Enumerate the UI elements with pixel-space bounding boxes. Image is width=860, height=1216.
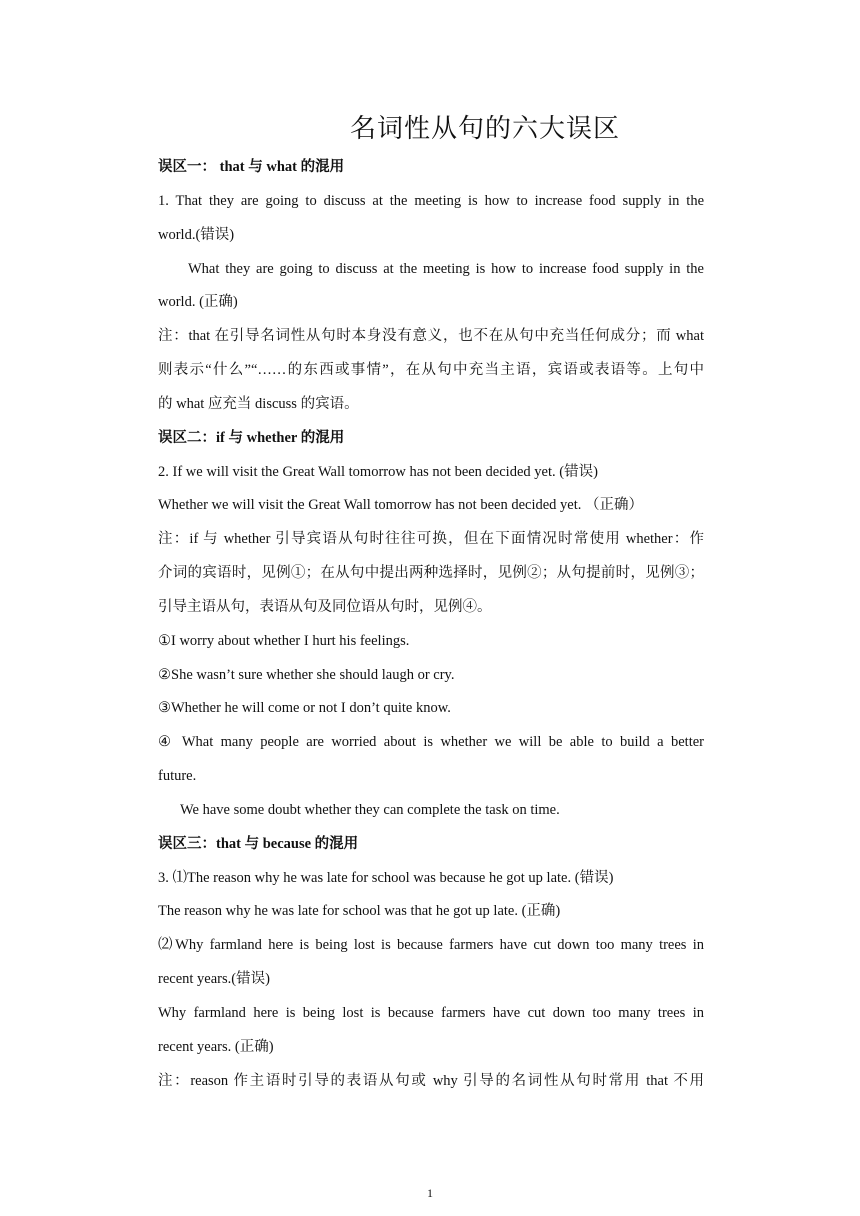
- section-heading-3: 误区三：that 与 because 的混用: [158, 836, 359, 852]
- example-line: future.: [158, 768, 197, 784]
- text-line: The reason why he was late for school was that he got up late. (正确): [158, 903, 561, 919]
- text-line: world. (正确): [158, 294, 238, 310]
- example-line: ④ What many people are worried about is whether we will be able to build a better: [158, 734, 704, 750]
- note-line: 的 what 应充当 discuss 的宾语。: [158, 396, 359, 412]
- section-heading-1: 误区一： that 与 what 的混用: [158, 159, 345, 175]
- text-line: Why farmland here is being lost is because farmers have cut down too many trees in: [158, 1005, 704, 1021]
- page-number: 1: [427, 1186, 433, 1200]
- note-line: 介词的宾语时，见例①；在从句中提出两种选择时，见例②；从句提前时，见例③；: [158, 565, 704, 581]
- text-line: recent years.(错误): [158, 971, 270, 987]
- text-line: Whether we will visit the Great Wall tomorrow has not been decided yet. （正确）: [158, 497, 643, 513]
- example-line: ③Whether he will come or not I don’t quite know.: [158, 700, 451, 716]
- note-line: 注：if 与 whether 引导宾语从句时往往可换，但在下面情况时常使用 whether：作: [158, 531, 704, 547]
- text-line: world.(错误): [158, 227, 235, 243]
- note-line: 则表示“什么”“……的东西或事情”，在从句中充当主语，宾语或表语等。上句中: [158, 362, 704, 378]
- note-line: 引导主语从句，表语从句及同位语从句时，见例④。: [158, 599, 492, 615]
- text-line: 2. If we will visit the Great Wall tomorrow has not been decided yet. (错误): [158, 464, 598, 480]
- example-line: ②She wasn’t sure whether she should laugh or cry.: [158, 667, 455, 683]
- page-title: 名词性从句的六大误区: [349, 114, 620, 143]
- section-heading-2: 误区二：if 与 whether 的混用: [158, 430, 345, 446]
- text-line: ⑵Why farmland here is being lost is because farmers have cut down too many trees in: [158, 937, 704, 953]
- example-line: We have some doubt whether they can complete the task on time.: [180, 802, 560, 818]
- note-line: 注：reason 作主语时引导的表语从句或 why 引导的名词性从句时常用 that 不用: [158, 1073, 704, 1089]
- note-line: 注：that 在引导名词性从句时本身没有意义，也不在从句中充当任何成分；而 what: [158, 328, 704, 344]
- text-line: 1. That they are going to discuss at the meeting is how to increase food supply in the: [158, 193, 704, 209]
- text-line: recent years. (正确): [158, 1039, 274, 1055]
- example-line: ①I worry about whether I hurt his feelings.: [158, 633, 410, 649]
- text-line: 3. ⑴The reason why he was late for school was because he got up late. (错误): [158, 870, 614, 886]
- text-line: What they are going to discuss at the meeting is how to increase food supply in the: [188, 261, 704, 277]
